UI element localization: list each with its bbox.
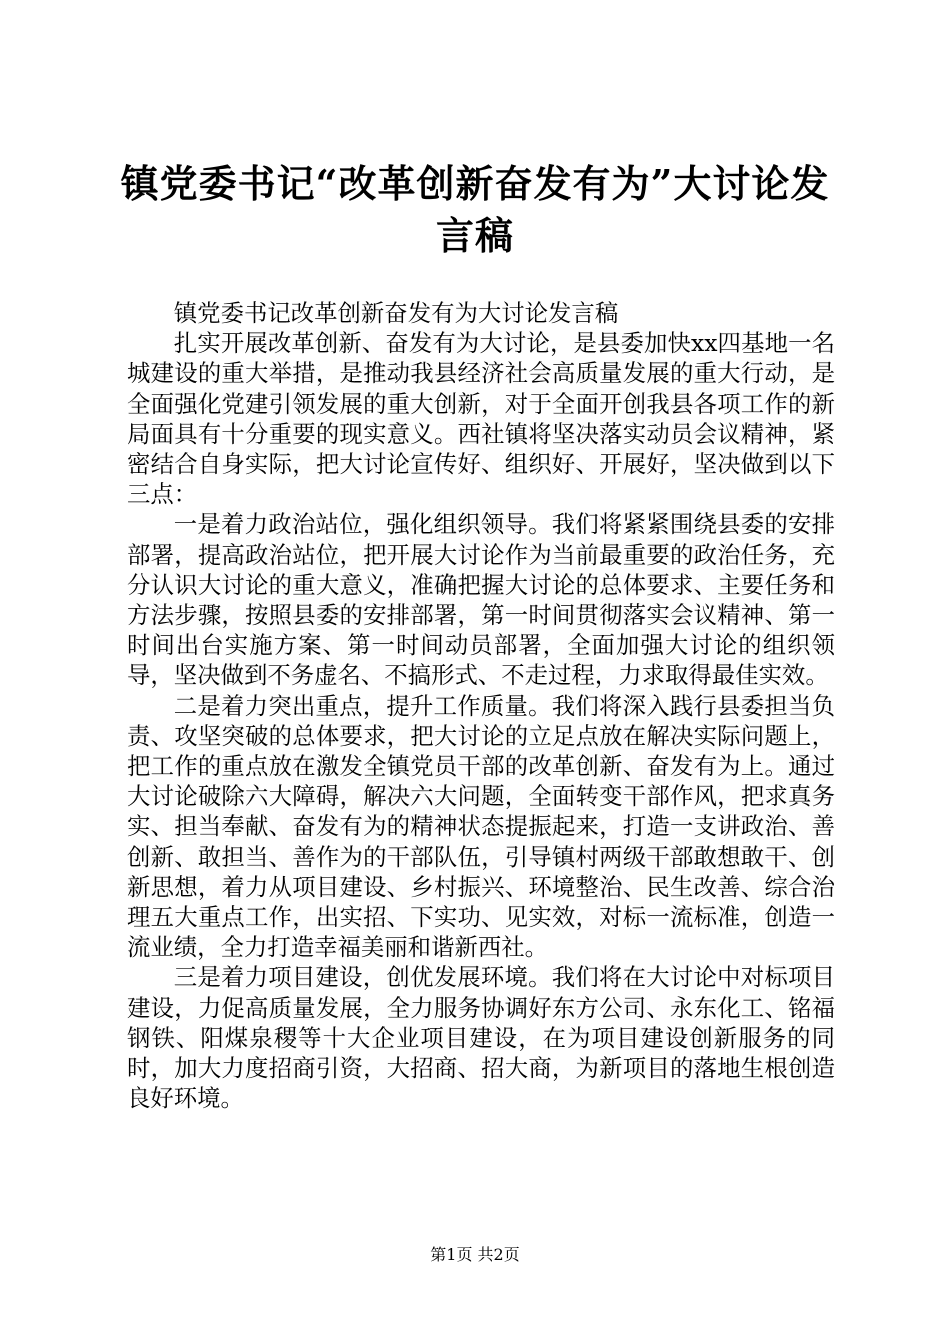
paragraph-point-two: 二是着力突出重点，提升工作质量。我们将深入践行县委担当负责、攻坚突破的总体要求，把大讨论的立足点放在解决实际问题上，把工作的重点放在激发全镇党员干部的改革创新、奋发有为上。通过大讨论破除六大障碍，解决六大问题，全面转变干部作风，把求真务实、担当奉献、奋发有为的精神状态提振起来，打造一支讲政治、善创新、敢担当、善作为的干部队伍，引导镇村两级干部敢想敢干、创新思想，着力从项目建设、乡村振兴、环境整治、民生改善、综合治理五大重点工作，出实招、下实功、见实效，对标一流标准，创造一流业绩，全力打造幸福美丽和谐新西社。 <box>127 691 835 962</box>
paragraph-point-three: 三是着力项目建设，创优发展环境。我们将在大讨论中对标项目建设，力促高质量发展，全力服务协调好东方公司、永东化工、铭福钢铁、阳煤泉稷等十大企业项目建设，在为项目建设创新服务的同时，加大力度招商引资，大招商、招大商，为新项目的落地生根创造良好环境。 <box>127 963 835 1113</box>
paragraph-point-one: 一是着力政治站位，强化组织领导。我们将紧紧围绕县委的安排部署，提高政治站位，把开展大讨论作为当前最重要的政治任务，充分认识大讨论的重大意义，准确把握大讨论的总体要求、主要任务和方法步骤，按照县委的安排部署，第一时间贯彻落实会议精神、第一时间出台实施方案、第一时间动员部署，全面加强大讨论的组织领导，坚决做到不务虚名、不搞形式、不走过程，力求取得最佳实效。 <box>127 510 835 690</box>
document-title: 镇党委书记“改革创新奋发有为”大讨论发言稿 <box>120 161 830 258</box>
document-body <box>127 298 835 1113</box>
paragraph-intro: 扎实开展改革创新、奋发有为大讨论，是县委加快xx四基地一名城建设的重大举措，是推动我县经济社会高质量发展的重大行动，是全面强化党建引领发展的重大创新，对于全面开创我县各项工作的新局面具有十分重要的现实意义。西社镇将坚决落实动员会议精神，紧密结合自身实际，把大讨论宣传好、组织好、开展好，坚决做到以下三点： <box>127 329 835 509</box>
paragraph-subtitle: 镇党委书记改革创新奋发有为大讨论发言稿 <box>173 299 619 327</box>
page-number-footer: 第1页 共2页 <box>430 1245 520 1264</box>
